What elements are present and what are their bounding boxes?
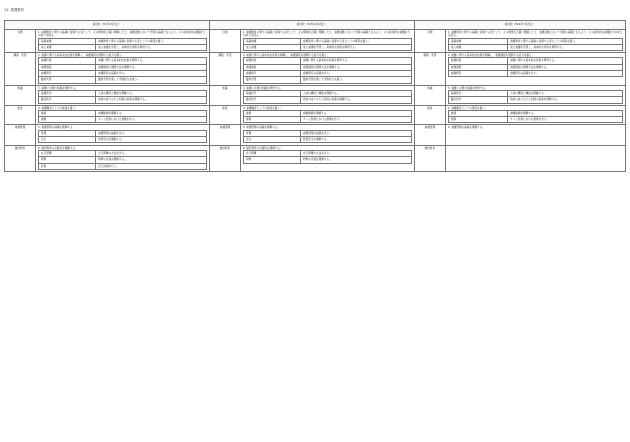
item-desc: 成人看護を学習し、具体的な技術を修得する。 [301,44,412,50]
section-content [36,53,210,85]
header-col-2: 前回改（H2年10月改正） [209,21,414,30]
section-intro: 4. 看護職者としての態度を養う。 [447,106,488,110]
section-row [5,105,626,125]
section-intro: 3. 看護に必要な知識を修得する。 [38,86,78,90]
item-desc: 看護倫理を理解する。 [96,110,207,116]
section-label: 目標 [209,30,240,53]
section-label: 目標 [5,30,36,53]
item-table [38,57,207,83]
item-table [38,90,207,104]
item-desc: チーム医療における連携を学ぶ。 [301,117,412,123]
item-desc: 人体の構造と機能を理解する。 [508,90,623,96]
item-label: 基礎医学 [448,90,507,96]
section-label: 態度 [209,105,240,125]
section-content [240,105,414,125]
item-desc: 成人看護を学習し、具体的な技術を修得する。 [508,44,623,50]
section-intro: 1. 看護教育に関する基礎に従事する者として、その関連を正確に理解した上、看護活動において実践の基礎となるよう、その具体的な看護能力の向上を図る。 [242,31,410,38]
section-intro: 6. 継続教育の必要性を理解する。 [38,146,78,150]
section-content [445,145,625,171]
item-label: 倫理 [243,110,300,116]
item-row [243,157,411,163]
item-desc: 看護研究の基礎を学ぶ。 [301,71,412,77]
item-row [243,117,411,123]
section-label: 講義・実習 [414,53,445,85]
item-desc: 自己研鑽の方法を学ぶ。 [96,151,207,157]
item-label: 臨地実習 [39,77,96,83]
item-desc: 臨地実習を通して実践能力を養う。 [301,77,412,83]
item-table [448,38,623,52]
section-row [5,85,626,105]
item-label: 臨床医学 [448,97,507,103]
item-desc: 医療安全を理解する。 [301,137,412,143]
item-label: 看護過程 [448,64,507,70]
section-row [5,30,626,53]
section-intro: 2. 看護に関する基本的な技術を理解し、看護過程を展開する能力を養う。 [447,54,535,58]
item-desc: 疾病の成り立ちと回復の促進を理解する。 [301,97,412,103]
item-label: 管理 [243,130,300,136]
section-content [445,125,625,145]
item-table [448,57,623,77]
item-desc: 看護倫理を理解する。 [301,110,412,116]
section-row [5,145,626,171]
item-desc: 看護教育に関する基礎に従事する者としての資質を養う。 [508,38,623,44]
item-desc: 看護倫理を理解する。 [508,110,623,116]
section-content [240,145,414,171]
item-row [39,163,207,169]
item-label: 看護研究 [448,71,507,77]
section-label: 知識 [209,85,240,105]
section-intro: 3. 看護に必要な知識を修得する。 [242,86,283,90]
section-intro: 2. 看護に関する基本的な技術を理解し、看護過程を展開する能力を養う。 [38,54,125,58]
section-intro: 1. 看護教育に関する基礎に従事する者として、その関連を正確に理解した上、看護活動において実践の基礎となるよう、その具体的な看護能力の向上を図る。 [447,31,623,38]
item-row [448,97,622,103]
item-desc: 人体の構造と機能を理解する。 [96,90,207,96]
section-content [36,85,210,105]
item-desc: チーム医療における連携を学ぶ。 [508,117,623,123]
item-desc: 人体の構造と機能を理解する。 [301,90,412,96]
item-table [38,38,207,52]
section-intro: 4. 看護職者としての態度を養う。 [242,106,283,110]
item-table [243,110,412,124]
item-label: 看護技術 [39,58,96,64]
item-row [39,97,207,103]
section-label: 講義・実習 [5,53,36,85]
item-table [243,57,412,83]
item-desc: 自己研鑽の方法を学ぶ。 [301,151,412,157]
section-content [445,105,625,125]
table-body [5,30,626,172]
page-title: 11. 看護教育 [4,8,25,12]
section-intro: 6. 継続教育の必要性を理解する。 [242,146,283,150]
item-desc: 研修の意義を理解する。 [301,157,412,163]
item-desc: 研修の意義を理解する。 [96,157,207,163]
item-table [38,130,207,144]
item-row [39,44,207,50]
item-label: 基礎看護 [243,38,300,44]
item-table [38,150,207,170]
item-label: 看護過程 [243,64,300,70]
item-label: 臨床医学 [243,97,300,103]
item-table [38,110,207,124]
section-label: 知識 [414,85,445,105]
item-row [243,44,411,50]
item-table [243,38,412,52]
item-table [243,150,412,164]
item-label: 自己研鑽 [243,151,300,157]
item-label: 基礎看護 [448,38,507,44]
item-label: 成人看護 [39,44,96,50]
section-label: 講義・実習 [209,53,240,85]
section-content [240,85,414,105]
item-table [243,130,412,144]
item-desc: 看護教育に関する基礎に従事する者としての資質を養う。 [96,38,207,44]
item-table [448,90,623,104]
item-desc: 疾病の成り立ちと回復の促進を理解する。 [508,97,623,103]
item-table [243,90,412,104]
item-label: 基礎医学 [243,90,300,96]
section-content [445,30,625,53]
section-label: 看護管理 [5,125,36,145]
item-row [39,77,207,83]
item-row [448,44,622,50]
item-label: 基礎看護 [39,38,96,44]
section-intro: 5. 看護管理の基礎を理解する。 [447,126,485,130]
item-row [448,71,622,77]
section-row [5,125,626,145]
section-label: 看護管理 [209,125,240,145]
curriculum-table [4,20,626,172]
item-label: 評価 [39,163,96,169]
item-table [448,110,623,124]
section-intro: 2. 看護に関する基本的な技術を理解し、看護過程を展開する能力を養う。 [242,54,330,58]
section-content [36,30,210,53]
section-intro: 3. 看護に必要な知識を修得する。 [447,86,488,90]
item-label: 管理 [39,130,96,136]
item-label: 看護研究 [243,71,300,77]
item-label: 基礎医学 [39,90,96,96]
section-content [240,30,414,53]
item-label: 研修 [243,157,300,163]
item-row [243,137,411,143]
header-col-3: 前回改（H21年3月改正） [414,21,625,30]
blank-area [448,130,623,144]
section-intro: 5. 看護管理の基礎を理解する。 [38,126,76,130]
section-content [240,125,414,145]
item-desc: 自己評価を行う。 [96,163,207,169]
item-label: 倫理 [39,110,96,116]
item-row [39,137,207,143]
item-label: 臨地実習 [243,77,300,83]
item-label: 成人看護 [448,44,507,50]
item-label: 看護研究 [39,71,96,77]
item-desc: 看護管理の基礎を学ぶ。 [96,130,207,136]
section-label: 知識 [5,85,36,105]
section-content [36,125,210,145]
item-desc: 疾病の成り立ちと回復の促進を理解する。 [96,97,207,103]
item-label: 連携 [39,117,96,123]
item-label: 連携 [448,117,507,123]
section-row [5,53,626,85]
item-label: 看護過程 [39,64,96,70]
item-row [39,117,207,123]
item-desc: 看護過程の展開方法を理解する。 [96,64,207,70]
item-row [448,117,622,123]
item-label: 看護技術 [243,58,300,64]
section-intro: 4. 看護職者としての態度を養う。 [38,106,78,110]
item-row [243,97,411,103]
item-desc: 看護研究の基礎を学ぶ。 [96,71,207,77]
section-intro: 1. 看護教育に関する基礎に従事する者として、その関連を正確に理解した上、看護活動において実践の基礎となるよう、その具体的な看護能力の向上を図る。 [38,31,205,38]
item-label: 倫理 [448,110,507,116]
section-label: 態度 [5,105,36,125]
item-desc: 看護教育に関する基礎に従事する者としての資質を養う。 [301,38,412,44]
section-content [445,53,625,85]
item-label: 成人看護 [243,44,300,50]
section-label: 態度 [414,105,445,125]
item-desc: 看護に関する基本的な技術を修得する。 [96,58,207,64]
item-label: 自己研鑽 [39,151,96,157]
section-label: 看護管理 [414,125,445,145]
item-desc: 看護に関する基本的な技術を修得する。 [301,58,412,64]
section-content [240,53,414,85]
item-label: 安全 [39,137,96,143]
section-label: 目標 [414,30,445,53]
item-label: 安全 [243,137,300,143]
item-desc: 医療安全を理解する。 [96,137,207,143]
item-desc: 看護研究の基礎を学ぶ。 [508,71,623,77]
item-desc: 看護管理の基礎を学ぶ。 [301,130,412,136]
item-label: 連携 [243,117,300,123]
item-label: 臨床医学 [39,97,96,103]
section-content [36,105,210,125]
blank-area [448,147,623,161]
section-content [36,145,210,171]
section-content [445,85,625,105]
header-col-1: 前回改（H1年3月改正） [5,21,210,30]
header-row [5,21,626,30]
item-desc: 臨地実習を通して実践能力を養う。 [96,77,207,83]
item-row [243,77,411,83]
item-label: 研修 [39,157,96,163]
item-desc: チーム医療における連携を学ぶ。 [96,117,207,123]
item-label: 看護技術 [448,58,507,64]
section-label: 継続教育 [414,145,445,171]
section-label: 継続教育 [209,145,240,171]
section-label: 継続教育 [5,145,36,171]
item-desc: 看護に関する基本的な技術を修得する。 [508,58,623,64]
item-desc: 成人看護を学習し、具体的な技術を修得する。 [96,44,207,50]
item-desc: 看護過程の展開方法を理解する。 [508,64,623,70]
item-desc: 看護過程の展開方法を理解する。 [301,64,412,70]
section-intro: 5. 看護管理の基礎を理解する。 [242,126,280,130]
